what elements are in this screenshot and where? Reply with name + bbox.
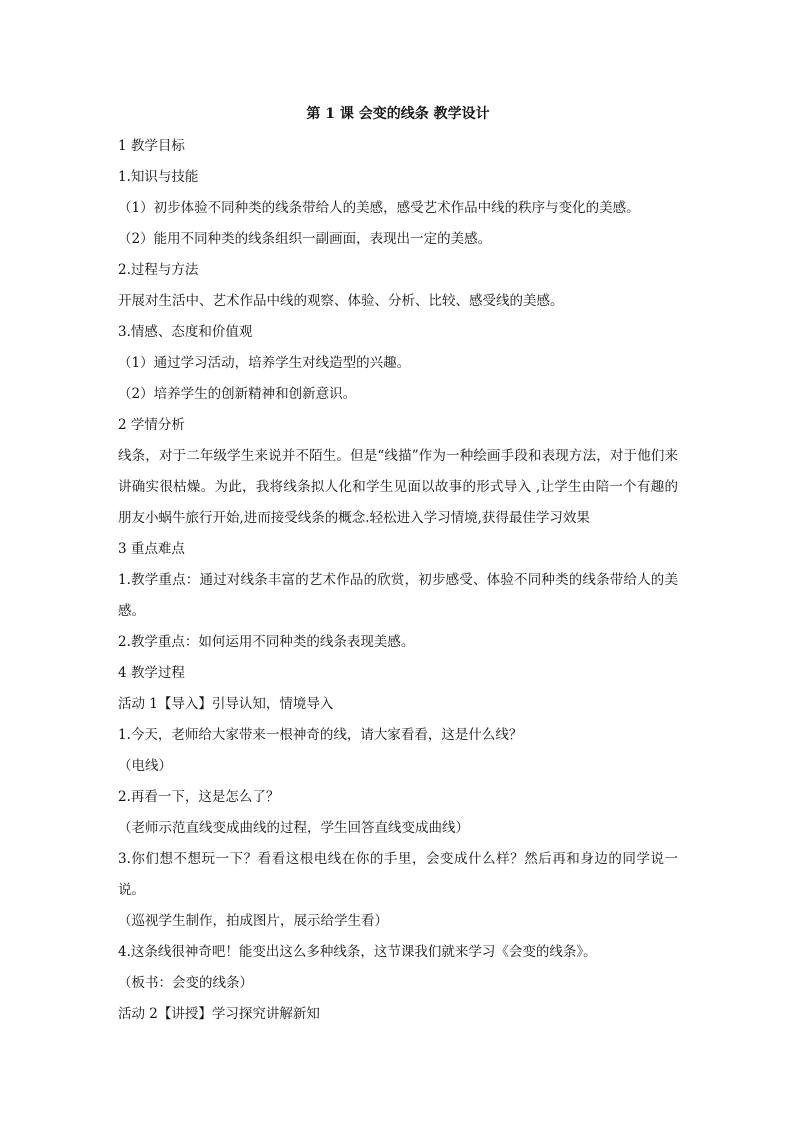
section-heading-key-points: 3 重点难点 <box>118 541 185 557</box>
activity-1-answer-1: （电线） <box>118 758 172 774</box>
subheading-emotion-values: 3.情感、态度和价值观 <box>118 324 253 340</box>
section-heading-process: 4 教学过程 <box>118 665 185 681</box>
process-method-text: 开展对生活中、艺术作品中线的观察、体验、分析、比较、感受线的美感。 <box>118 293 564 309</box>
analysis-paragraph: 线条，对于二年级学生来说并不陌生。但是“线描”作为一种绘画手段和表现方法，对于他们来讲确实很枯燥。为此，我将线条拟人化和学生见面以故事的形式导入 ,让学生由陪一个有趣的朋友小蜗牛旅行开始,进而接受线条的概念.轻松进入学习情境,获得最佳学习效果 <box>118 448 678 526</box>
document-page <box>118 100 678 1030</box>
activity-2-heading: 活动 2【讲授】学习探究讲解新知 <box>118 1006 320 1022</box>
objective-item-2: （2）能用不同种类的线条组织一副画面，表现出一定的美感。 <box>118 231 492 247</box>
subheading-process-method: 2.过程与方法 <box>118 262 199 278</box>
emotion-item-1: （1）通过学习活动，培养学生对线造型的兴趣。 <box>118 355 411 371</box>
activity-1-step-4: 4.这条线很神奇吧！能变出这么多种线条，这节课我们就来学习《会变的线条》。 <box>118 944 597 960</box>
section-heading-objectives: 1 教学目标 <box>118 138 185 154</box>
subheading-knowledge-skills: 1.知识与技能 <box>118 169 199 185</box>
document-title: 第 1 课 会变的线条 教学设计 <box>306 106 490 122</box>
key-point-1: 1.教学重点：通过对线条丰富的艺术作品的欣赏，初步感受、体验不同种类的线条带给人的美感。 <box>118 572 678 619</box>
activity-1-board-note: （板书：会变的线条） <box>118 975 253 991</box>
activity-1-step-3: 3.你们想不想玩一下？看看这根电线在你的手里，会变成什么样？然后再和身边的同学说一说。 <box>118 851 678 898</box>
activity-1-step-1: 1.今天，老师给大家带来一根神奇的线，请大家看看，这是什么线？ <box>118 727 523 743</box>
emotion-item-2: （2）培养学生的创新精神和创新意识。 <box>118 386 357 402</box>
section-heading-analysis: 2 学情分析 <box>118 417 185 433</box>
key-point-2: 2.教学重点：如何运用不同种类的线条表现美感。 <box>118 634 415 650</box>
objective-item-1: （1）初步体验不同种类的线条带给人的美感，感受艺术作品中线的秩序与变化的美感。 <box>118 200 640 216</box>
activity-1-step-2: 2.再看一下，这是怎么了？ <box>118 789 280 805</box>
activity-1-answer-2: （老师示范直线变成曲线的过程，学生回答直线变成曲线） <box>118 820 469 836</box>
activity-1-answer-3: （巡视学生制作，拍成图片，展示给学生看） <box>118 913 388 929</box>
activity-1-heading: 活动 1【导入】引导认知，情境导入 <box>118 696 334 712</box>
